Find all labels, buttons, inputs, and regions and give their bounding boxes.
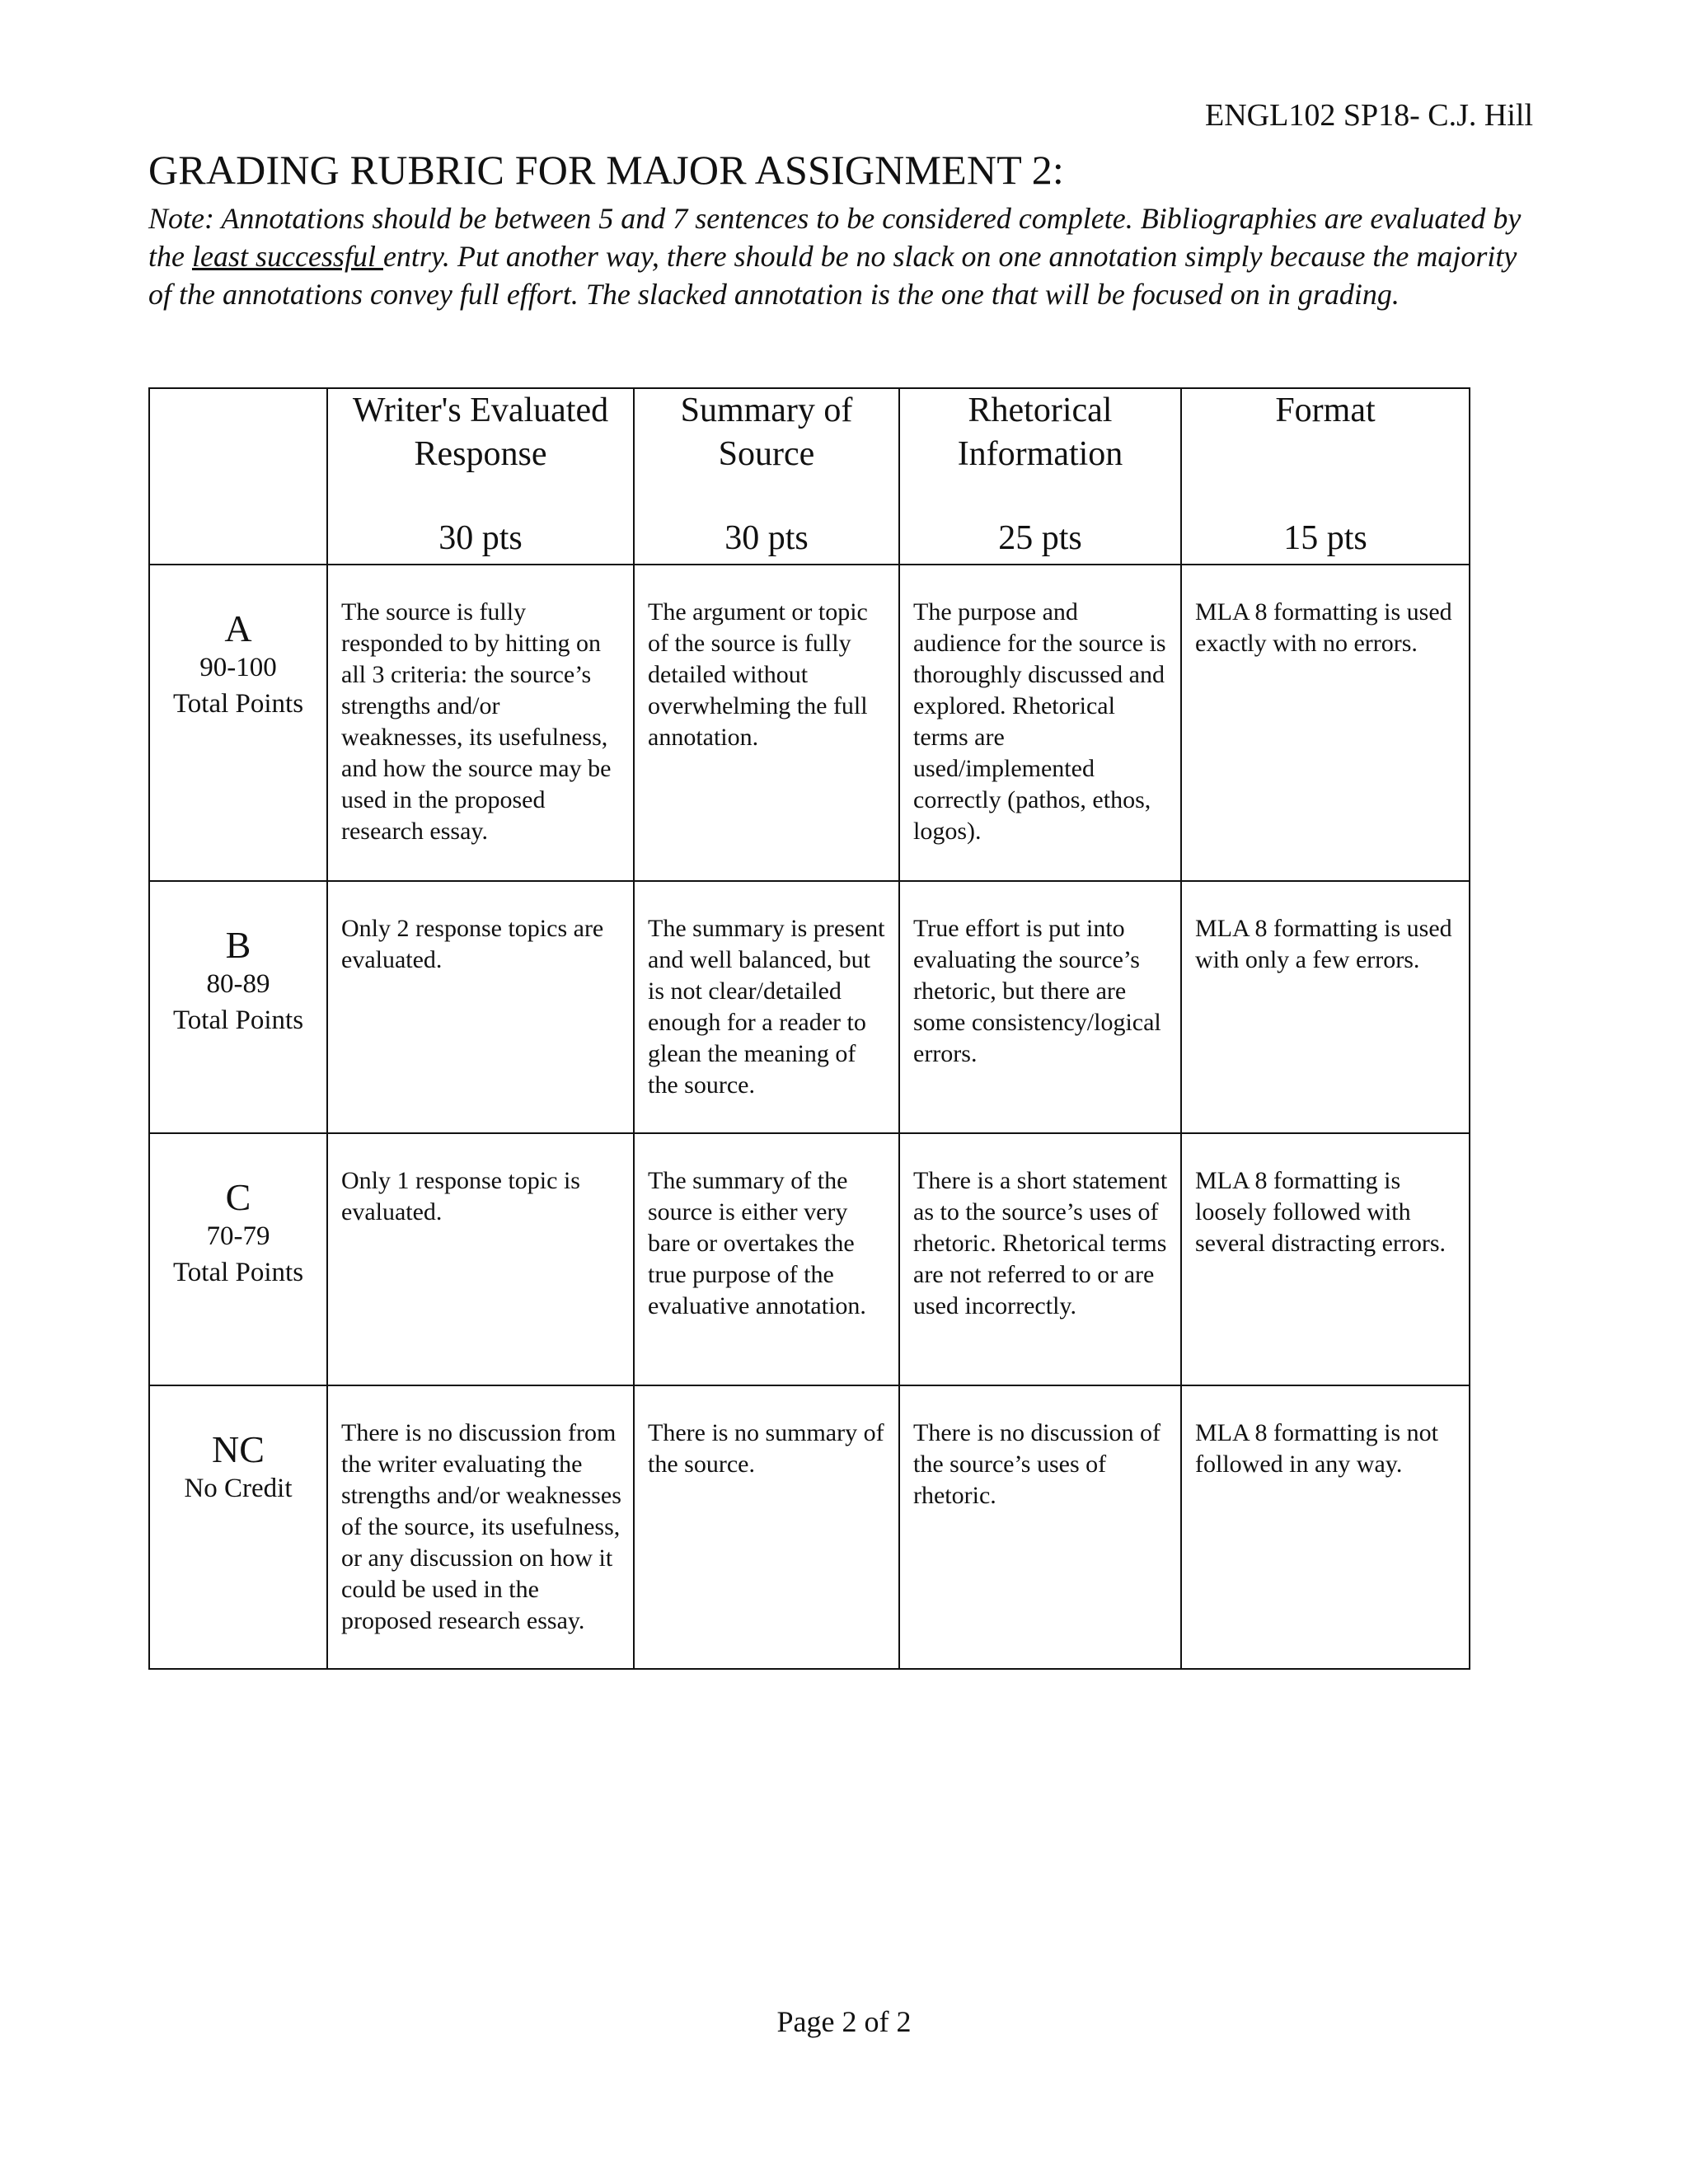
- column-points: 25 pts: [998, 519, 1082, 557]
- header-corner-cell: [149, 388, 327, 565]
- grade-label: No Credit: [184, 1474, 293, 1503]
- grade-letter: C: [225, 1176, 251, 1218]
- grade-letter: NC: [212, 1428, 265, 1470]
- note-text-start: Note: Annotations should be between 5 and 7 sentences to be considered complete. Bibliographies are evaluated by the: [148, 202, 1522, 273]
- criteria-cell-rhetorical: True effort is put into evaluating the source’s rhetoric, but there are some consistency/logical errors.: [899, 881, 1181, 1133]
- column-header-summary: [634, 388, 899, 565]
- column-points: 30 pts: [724, 519, 809, 557]
- page-title: GRADING RUBRIC FOR MAJOR ASSIGNMENT 2:: [148, 147, 1065, 193]
- grade-label: Total Points: [172, 1005, 304, 1035]
- grade-range: 70-79: [206, 1221, 270, 1251]
- grade-label: Total Points: [172, 1258, 304, 1287]
- grade-range: 90-100: [199, 653, 277, 682]
- grade-label: Total Points: [172, 689, 304, 719]
- grade-cell: [149, 565, 327, 881]
- rubric-note: [148, 199, 1533, 313]
- column-name: Rhetorical Information: [957, 391, 1123, 473]
- criteria-cell-format: MLA 8 formatting is used exactly with no errors.: [1181, 565, 1470, 881]
- grade-range: 80-89: [206, 969, 270, 999]
- column-name: Writer's Evaluated Response: [352, 391, 609, 473]
- rubric-table: [148, 387, 1470, 1670]
- rubric-row-b: [149, 881, 1470, 1133]
- grade-letter: A: [224, 607, 252, 649]
- column-points: 30 pts: [438, 519, 523, 557]
- grade-cell: [149, 881, 327, 1133]
- column-header-format: [1181, 388, 1470, 565]
- column-header-rhetorical: [899, 388, 1181, 565]
- criteria-cell-summary: The summary is present and well balanced, but is not clear/detailed enough for a reader to glean the meaning of the source.: [634, 881, 899, 1133]
- criteria-cell-format: MLA 8 formatting is not followed in any way.: [1181, 1385, 1470, 1669]
- page-number: Page 2 of 2: [776, 2005, 912, 2038]
- criteria-cell-response: Only 1 response topic is evaluated.: [327, 1133, 634, 1385]
- rubric-row-c: [149, 1133, 1470, 1385]
- column-name: Format: [1275, 391, 1376, 429]
- criteria-cell-response: There is no discussion from the writer evaluating the strengths and/or weaknesses of the source, its usefulness, or any discussion on how it could be used in the proposed research essay.: [327, 1385, 634, 1669]
- note-text-end: entry. Put another way, there should be no slack on one annotation simply because the majority of the annotations convey full effort. The slacked annotation is the one that will be focused on in grading.: [148, 240, 1517, 311]
- rubric-header-row: [149, 388, 1470, 565]
- grade-cell: [149, 1385, 327, 1669]
- criteria-cell-response: The source is fully responded to by hitting on all 3 criteria: the source’s strengths and/or weaknesses, its usefulness, and how the source may be used in the proposed research essay.: [327, 565, 634, 881]
- criteria-cell-rhetorical: There is no discussion of the source’s uses of rhetoric.: [899, 1385, 1181, 1669]
- criteria-cell-summary: There is no summary of the source.: [634, 1385, 899, 1669]
- column-points: 15 pts: [1283, 519, 1367, 557]
- note-underlined-text: least successful: [191, 240, 383, 273]
- criteria-cell-summary: The argument or topic of the source is fully detailed without overwhelming the full annotation.: [634, 565, 899, 881]
- criteria-cell-summary: The summary of the source is either very bare or overtakes the true purpose of the evaluative annotation.: [634, 1133, 899, 1385]
- rubric-row-a: [149, 565, 1470, 881]
- grade-letter: B: [225, 924, 251, 966]
- grade-cell: [149, 1133, 327, 1385]
- column-header-response: [327, 388, 634, 565]
- criteria-cell-format: MLA 8 formatting is loosely followed with several distracting errors.: [1181, 1133, 1470, 1385]
- course-header: ENGL102 SP18- C.J. Hill: [1205, 98, 1533, 133]
- criteria-cell-format: MLA 8 formatting is used with only a few errors.: [1181, 881, 1470, 1133]
- criteria-cell-rhetorical: There is a short statement as to the source’s uses of rhetoric. Rhetorical terms are not referred to or are used incorrectly.: [899, 1133, 1181, 1385]
- column-name: Summary of Source: [680, 391, 853, 473]
- criteria-cell-rhetorical: The purpose and audience for the source is thoroughly discussed and explored. Rhetorical terms are used/implemented correctly (pathos, ethos, logos).: [899, 565, 1181, 881]
- criteria-cell-response: Only 2 response topics are evaluated.: [327, 881, 634, 1133]
- rubric-row-nc: [149, 1385, 1470, 1669]
